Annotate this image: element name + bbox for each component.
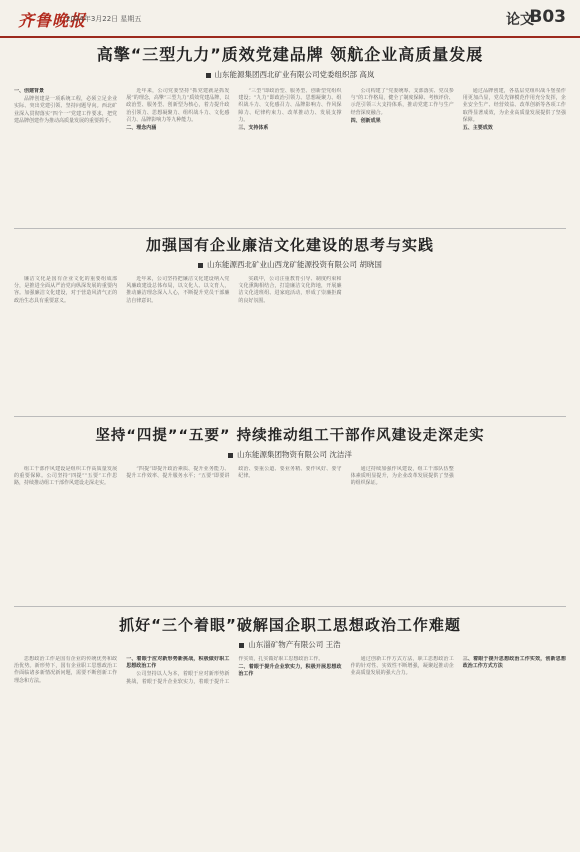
masthead [0, 0, 580, 38]
article-2-byline [14, 259, 566, 270]
article-1-paragraph: 近年来，公司党委坚持“抓党建就是抓发展”的理念，高擎“三型九力”质效党建品牌，以政治型、服务型、创新型为核心，着力提升政治引领力、思想凝聚力、组织战斗力、文化感召力、品牌影响力等九种能力。 [126, 88, 230, 123]
article-2-body [14, 276, 566, 408]
article-1-author: 山东能源集团西北矿业有限公司党委组织部 高岚 [214, 70, 375, 79]
article-1-paragraph: “三型”即政治型、服务型、创新型党组织建设；“九力”即政治引领力、思想凝聚力、组织战斗力、文化感召力、品牌影响力、作风保障力、纪律约束力、改革推动力、发展支撑力。 [238, 88, 342, 123]
issue-date: 2024年3月22日 星期五 [66, 15, 142, 23]
newspaper-logo: 齐鲁晚报 [18, 11, 87, 30]
article-1-paragraph: 通过品牌创建，各基层党组织战斗堡垒作用更加凸显，党员先锋模范作用充分发挥，企业安全生产、经营效益、改革创新等各项工作取得显著成效，为企业高质量发展提供了坚强保障。 [462, 88, 566, 123]
article-4-author: 山东淄矿物产有限公司 王浩 [248, 640, 341, 649]
article-1-headline: 高擎“三型九力”质效党建品牌 领航企业高质量发展 [96, 45, 484, 64]
bullet-icon [206, 73, 211, 78]
article-2-paragraph: 实践中，公司注重教育引导、制度约束和文化熏陶相结合，打造廉洁文化阵地，开展廉洁文化进班组、进家庭活动，形成了崇廉拒腐的良好氛围。 [238, 276, 342, 304]
page-number: B03 [529, 7, 566, 27]
bullet-icon [198, 263, 203, 268]
article-2-headline: 加强国有企业廉洁文化建设的思考与实践 [145, 236, 434, 254]
divider [14, 416, 566, 417]
bullet-icon [239, 643, 244, 648]
article-2-author: 山东能源西北矿业山西龙矿能源投资有限公司 胡晓国 [207, 260, 382, 269]
article-1-subhead: 四、创新成果 [350, 117, 381, 124]
article-4-headline: 抓好“三个着眼”破解国企职工思想政治工作难题 [119, 616, 461, 634]
article-4-subhead: 三、着眼于提升思想政治工作实效，创新思想政治工作方式方法 [462, 656, 566, 670]
article-3-author: 山东能源集团物资有限公司 沈洁洋 [237, 450, 352, 459]
article-3-headline: 坚持“四提”“五要” 持续推动组工干部作风建设走深走实 [95, 428, 485, 444]
article-4-byline [14, 639, 566, 650]
article-4-header [14, 614, 566, 650]
article-4-body [14, 656, 566, 846]
article-1-subhead: 五、主要成效 [462, 125, 493, 132]
article-4-paragraph: 思想政治工作是国有企业的传统优势和政治优势。新形势下，国有企业职工思想政治工作面临诸多新情况新问题，需要不断创新工作理念和方法。 [14, 656, 118, 684]
article-1-byline [14, 69, 566, 80]
article-1-subhead: 三、支持体系 [238, 125, 269, 132]
article-1-paragraph: 公司构建了“党委统筹、支部落实、党员参与”的工作格局，健全了制度保障、考核评价、示范引领三大支持体系，推动党建工作与生产经营深度融合。 [350, 88, 454, 116]
article-1-body [14, 88, 566, 220]
divider [14, 606, 566, 607]
article-3-body [14, 466, 566, 598]
article-3-paragraph: 组工干部作风建设是组织工作高质量发展的重要保障。公司坚持“四提”“五要”工作思路，持续推动组工干部作风建设走深走实。 [14, 466, 118, 487]
divider [14, 228, 566, 229]
article-4-paragraph: 公司坚持以人为本，着眼于应对新形势新挑战，着眼于提升企业软实力，着眼于提升工作实效，扎实做好职工思想政治工作。 [126, 656, 324, 685]
article-3-header [14, 424, 566, 460]
article-1-subhead: 二、理念内涵 [126, 125, 157, 132]
article-2-header [14, 234, 566, 270]
bullet-icon [228, 453, 233, 458]
section-name: 论文 [506, 12, 534, 28]
article-3-paragraph: “四提”即提升政治素质、提升业务能力、提升工作效率、提升服务水平；“五要”即要讲政治、要重公道、要业务精、要作风好、要守纪律。 [126, 466, 342, 480]
article-1-subhead: 一、创建背景 [14, 88, 45, 94]
article-1-header [14, 42, 566, 80]
article-3-byline [14, 449, 566, 460]
article-2-paragraph: 近年来，公司坚持把廉洁文化建设纳入党风廉政建设总体布局，以文化人、以文育人，推动廉洁理念深入人心，不断提升党员干部廉洁自律意识。 [126, 276, 230, 304]
article-4-paragraph: 通过创新工作方式方法，职工思想政治工作的针对性、实效性不断增强，凝聚起推动企业高质量发展的强大合力。 [350, 656, 454, 677]
article-2-paragraph: 廉洁文化是国有企业文化的重要组成部分，是推进全面从严治党向纵深发展的重要内容。加强廉洁文化建设，对于营造风清气正的政治生态具有重要意义。 [14, 276, 118, 304]
article-1-paragraph: 品牌创建是一项系统工程，必须立足企业实际、突出党建引领、坚持问题导向。西北矿业深入贯彻落实“四个一”党建工作要求，把党建品牌创建作为推动高质量发展的重要抓手。 [14, 96, 118, 124]
article-3-paragraph: 通过持续加强作风建设，组工干部队伍整体素质明显提升，为企业改革发展提供了坚强的组织保证。 [350, 466, 454, 487]
article-4-subhead: 二、着眼于提升企业软实力，积极开展思想政治工作 [238, 664, 342, 678]
article-4-subhead: 一、着眼于应对新形势新挑战，积极做好职工思想政治工作 [126, 656, 230, 670]
